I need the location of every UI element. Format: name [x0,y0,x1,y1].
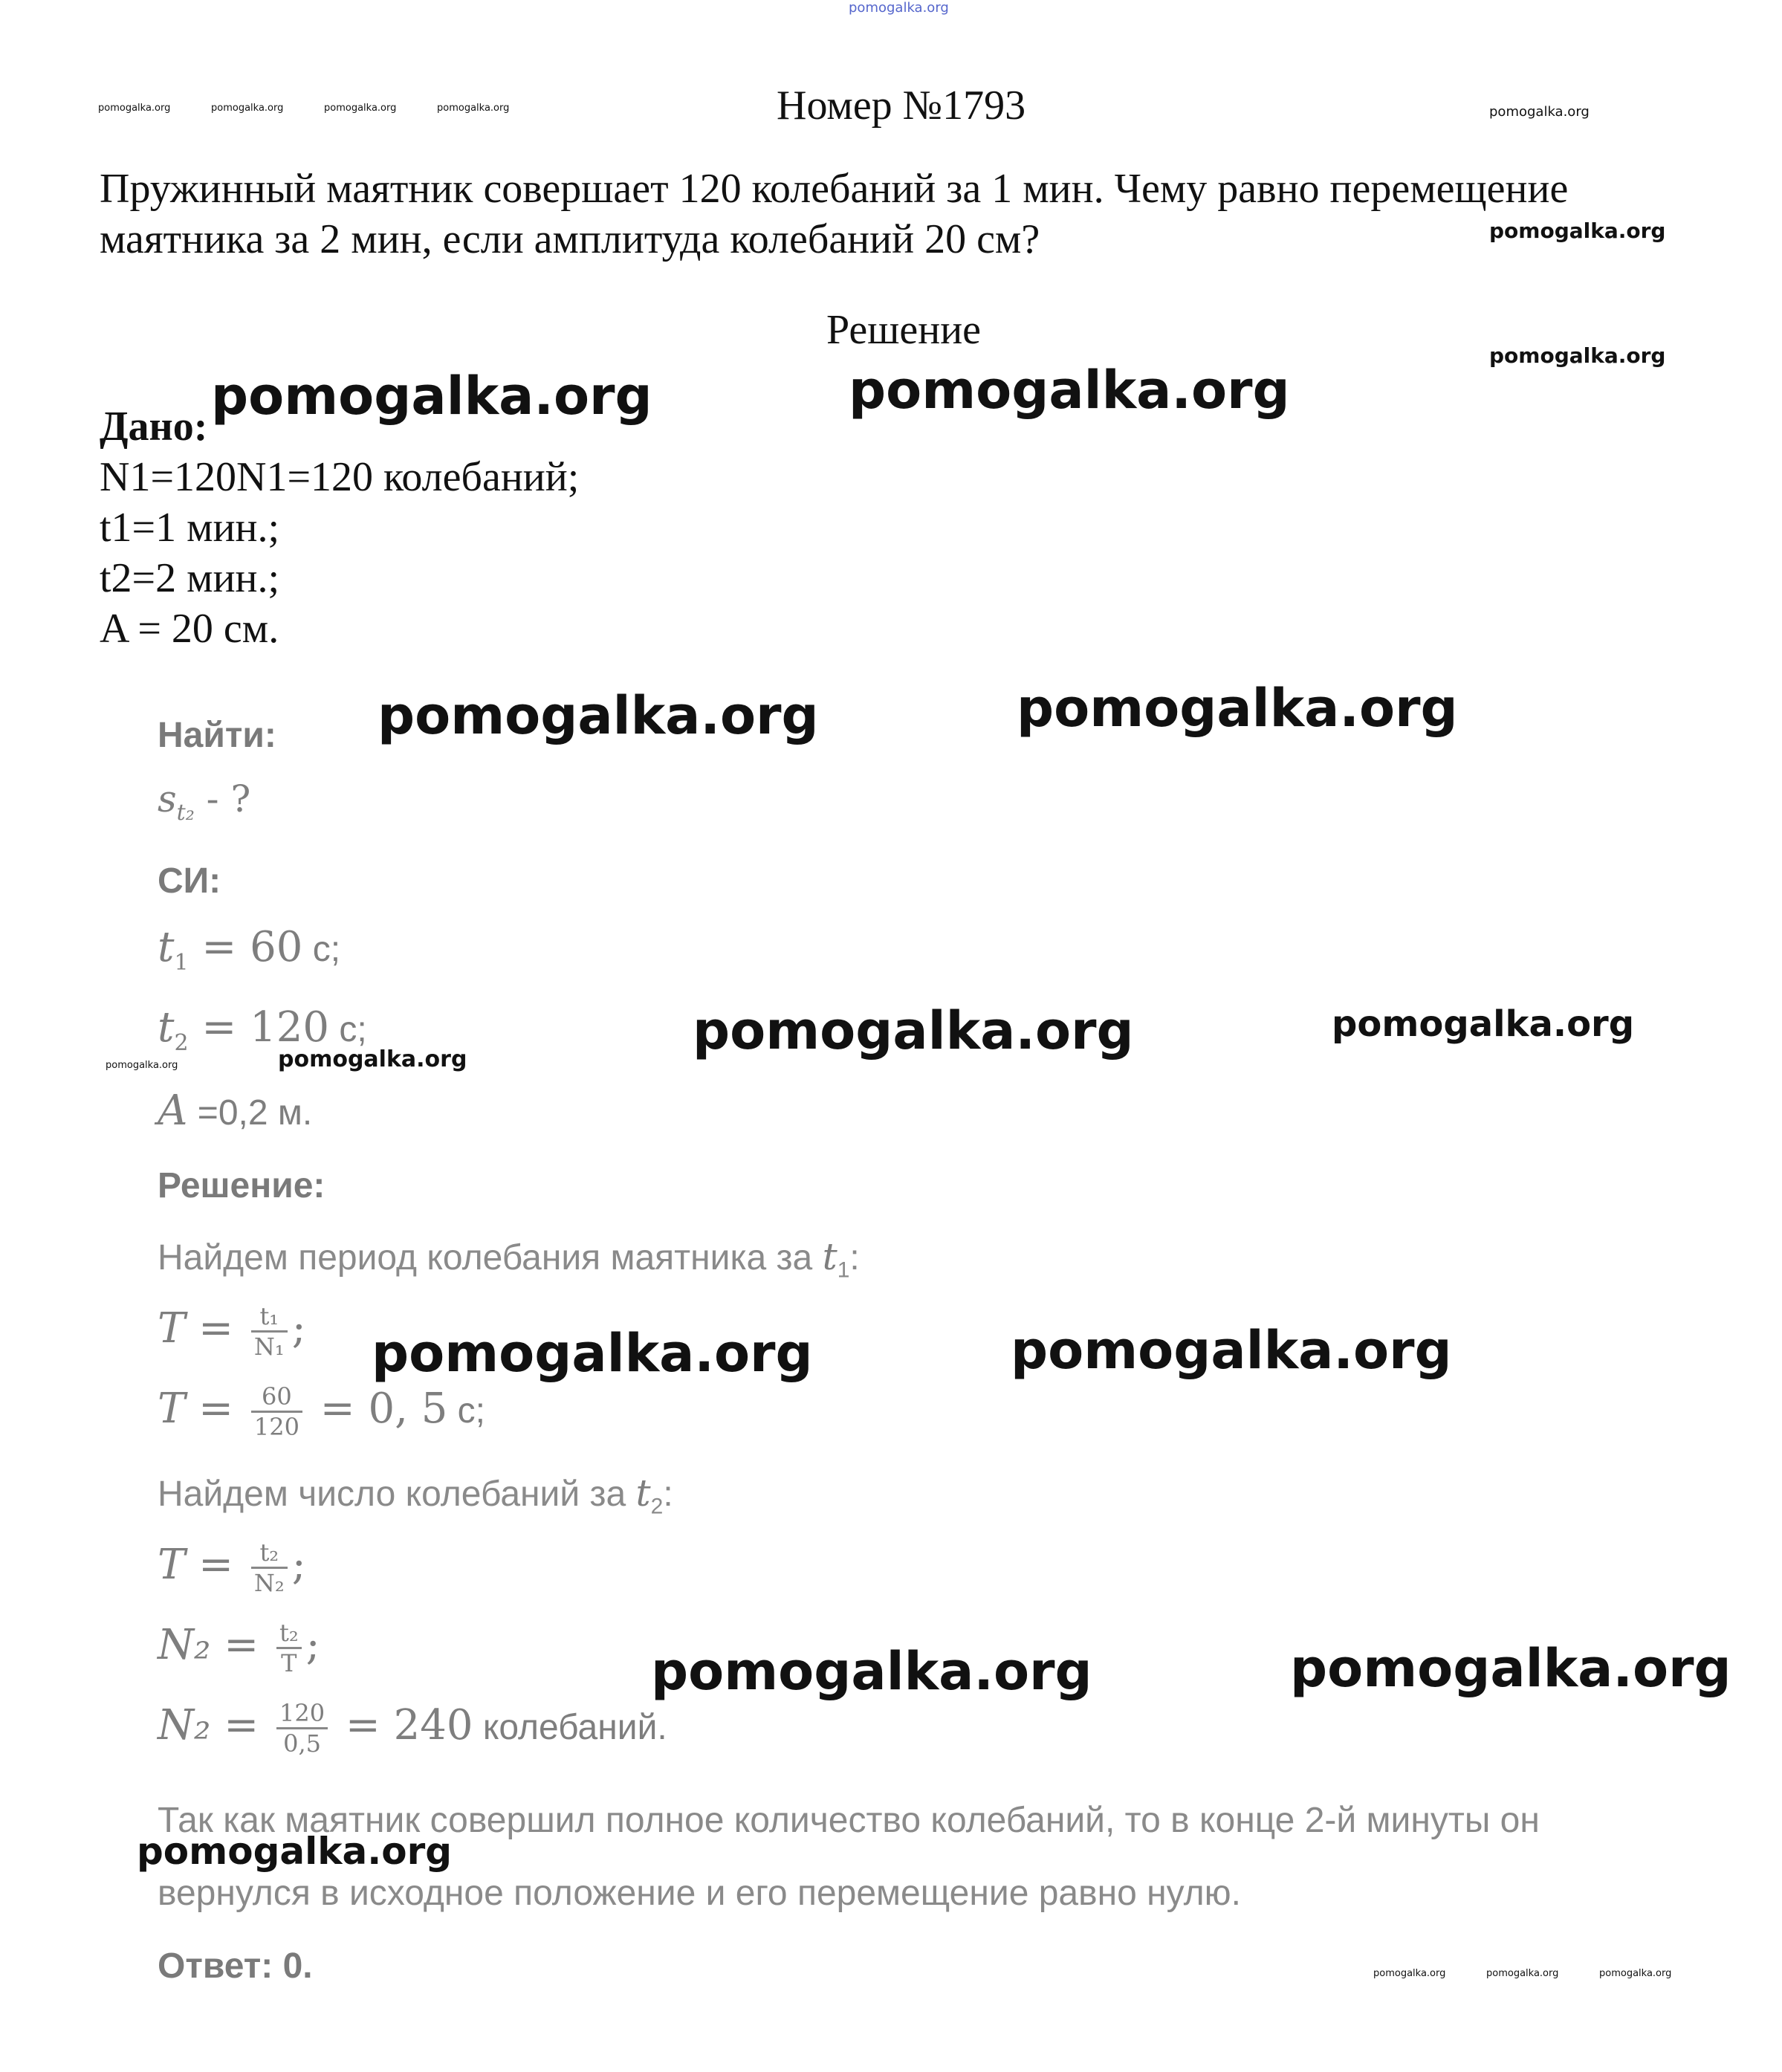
watermark: pomogalka.org [1011,1320,1452,1381]
formula-period-2: T = $\frac{\text{t₂}}{\text{N₂}}$ ; [158,1538,306,1597]
scan-solution-label: Решение: [158,1166,325,1205]
find-label: Найти: [158,716,276,755]
formula-count-value: N₂ = $\frac{120}{0,5}$ = 240 колебаний. [158,1699,667,1758]
watermark: pomogalka.org [651,1641,1092,1702]
header-watermark: pomogalka.org [98,103,171,114]
formula-count: N₂ = $\frac{\text{t₂}}{T}$ ; [158,1619,320,1677]
page-title: Номер №1793 [777,82,1026,129]
si-t1: $t_1 = 60$ с; [158,923,341,977]
watermark: pomogalka.org [372,1323,813,1384]
conclusion-line-2: вернулся в исходное положение и его перемещение равно нулю. [158,1874,1241,1913]
header-watermark: pomogalka.org [324,103,397,114]
footer-watermark: pomogalka.org [1486,1968,1559,1979]
watermark: pomogalka.org [1332,1003,1635,1045]
formula-period-value: T = $\frac{60}{120}$ = 0, 5 с; [158,1382,486,1441]
question-watermark: pomogalka.org [1489,218,1666,243]
si-t2: $t_2 = 120$ с; [158,1003,367,1057]
conclusion-line-1: Так как маятник совершил полное количество колебаний, то в конце 2-й минуты он [158,1801,1540,1840]
watermark: pomogalka.org [137,1830,453,1873]
header-watermark: pomogalka.org [437,103,510,114]
given-label: Дано: [100,404,208,450]
solution-heading: Решение [826,307,982,353]
watermark: pomogalka.org [211,366,652,427]
footer-watermark: pomogalka.org [1599,1968,1672,1979]
footer-watermark: pomogalka.org [1373,1968,1446,1979]
given-line: t1=1 мин.; [100,505,280,551]
watermark: pomogalka.org [693,1000,1134,1061]
count-heading: Найдем число колебаний за $t_2$: [158,1472,673,1519]
watermark: pomogalka.org [106,1060,178,1071]
top-watermark: pomogalka.org [849,0,949,16]
find-expression: $s_{t_2}$ - ? [158,777,251,826]
si-amplitude: A =0,2 м. [158,1087,313,1135]
watermark: pomogalka.org [378,685,819,746]
watermark: pomogalka.org [1017,678,1458,739]
given-line: N1=120N1=120 колебаний; [100,454,580,500]
problem-text: Пружинный маятник совершает 120 колебаний за 1 мин. Чему равно перемещение маятника за 2 мин, если амплитуда колебаний 20 см? [100,166,1569,262]
header-watermark: pomogalka.org [211,103,284,114]
watermark: pomogalka.org [849,360,1290,421]
given-line: t2=2 мин.; [100,555,280,601]
si-label: СИ: [158,861,221,901]
given-line: A = 20 см. [100,606,279,652]
given-block [100,401,579,654]
watermark: pomogalka.org [1290,1638,1731,1699]
solution-heading-watermark: pomogalka.org [1489,343,1666,368]
period-heading: Найдем период колебания маятника за $t_1$: [158,1235,860,1283]
header-watermark-right: pomogalka.org [1489,104,1590,120]
watermark: pomogalka.org [278,1046,467,1072]
answer: Ответ: 0. [158,1946,313,1986]
formula-period: T = $\frac{\text{t₁}}{\text{N₁}}$ ; [158,1302,306,1361]
